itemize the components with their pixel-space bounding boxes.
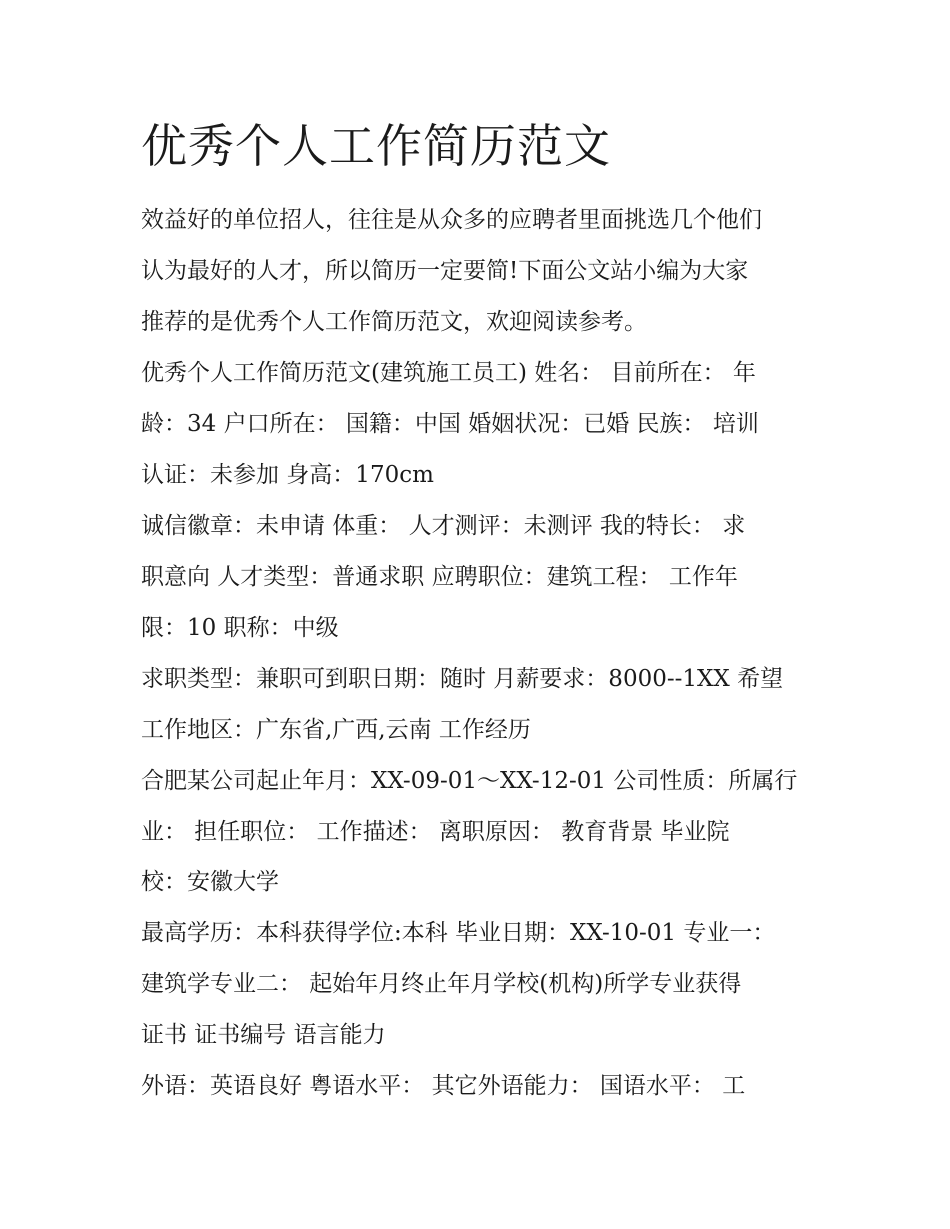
document-title: 优秀个人工作简历范文 xyxy=(141,119,611,173)
body-line: 推荐的是优秀个人工作简历范文，欢迎阅读参考。 xyxy=(141,309,647,335)
body-line: 证书 证书编号 语言能力 xyxy=(141,1022,386,1048)
body-line: 限：10 职称：中级 xyxy=(141,615,339,641)
body-line: 求职类型：兼职可到职日期：随时 月薪要求：8000--1XX 希望 xyxy=(141,666,784,692)
body-line: 龄：34 户口所在： 国籍：中国 婚姻状况：已婚 民族： 培训 xyxy=(141,411,759,437)
body-line: 最高学历：本科获得学位:本科 毕业日期：XX-10-01 专业一： xyxy=(141,920,776,946)
body-line: 职意向 人才类型：普通求职 应聘职位：建筑工程： 工作年 xyxy=(141,564,738,590)
body-line: 校：安徽大学 xyxy=(141,869,279,895)
body-line: 建筑学专业二： 起始年月终止年月学校(机构)所学专业获得 xyxy=(141,971,742,997)
body-line: 合肥某公司起止年月：XX-09-01～XX-12-01 公司性质：所属行 xyxy=(141,768,798,794)
body-line: 效益好的单位招人，往往是从众多的应聘者里面挑选几个他们 xyxy=(141,207,762,233)
body-line: 认为最好的人才，所以简历一定要简!下面公文站小编为大家 xyxy=(141,258,749,284)
body-line: 优秀个人工作简历范文(建筑施工员工) 姓名： 目前所在： 年 xyxy=(141,360,756,386)
body-line: 诚信徽章：未申请 体重： 人才测评：未测评 我的特长： 求 xyxy=(141,513,746,539)
body-line: 业： 担任职位： 工作描述： 离职原因： 教育背景 毕业院 xyxy=(141,819,730,845)
body-line: 外语：英语良好 粤语水平： 其它外语能力： 国语水平： 工 xyxy=(141,1073,746,1099)
body-line: 工作地区：广东省,广西,云南 工作经历 xyxy=(141,717,531,743)
body-line: 认证：未参加 身高：170cm xyxy=(141,462,434,488)
